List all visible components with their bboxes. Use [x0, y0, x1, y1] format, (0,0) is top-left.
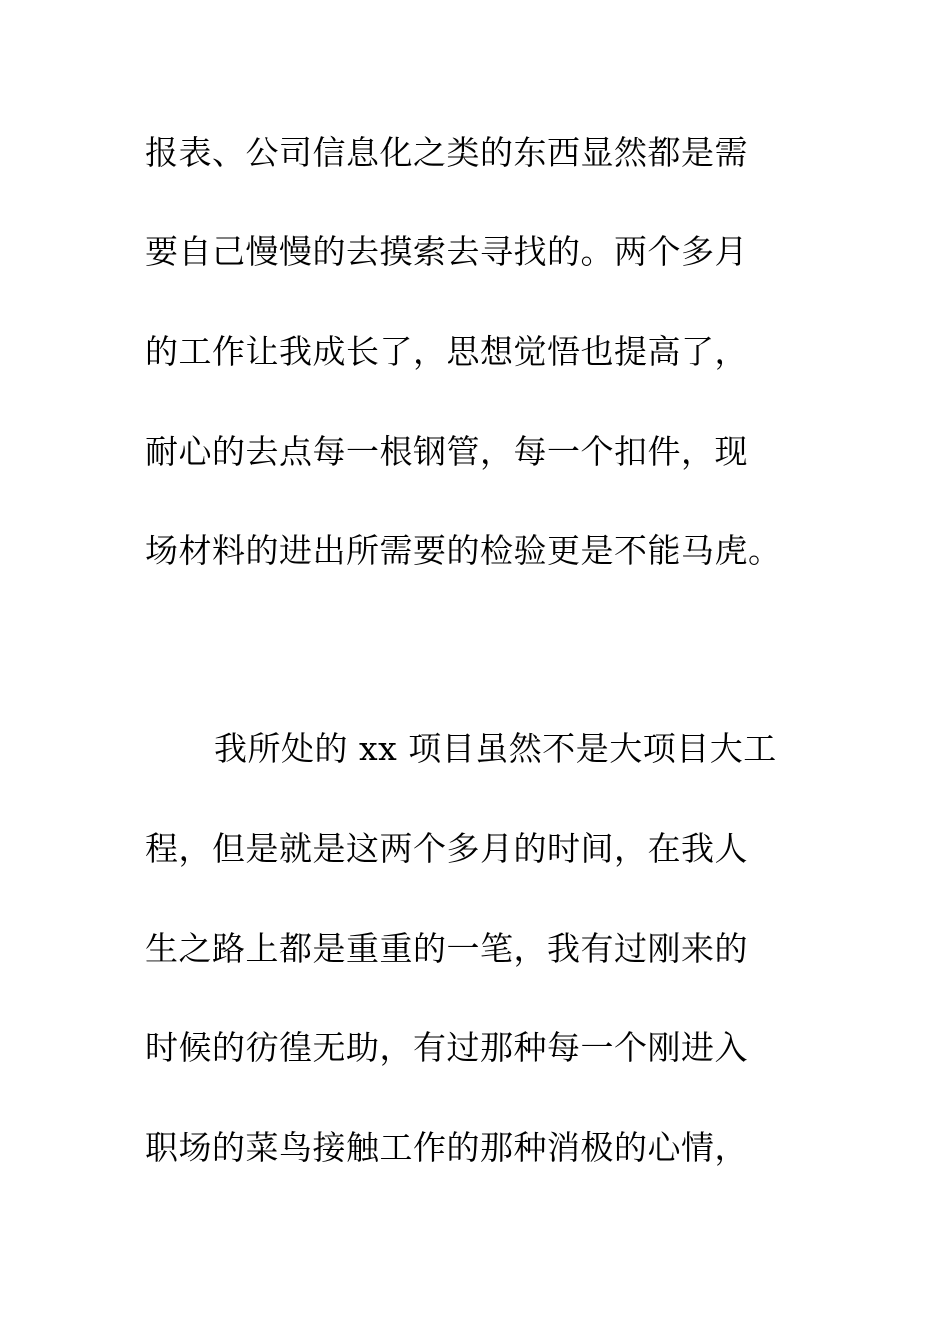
paragraph-1-line-2: 要自己慢慢的去摸索去寻找的。两个多月: [145, 232, 748, 271]
paragraph-2-line-4: 时候的彷徨无助，有过那种每一个刚进入: [145, 1028, 748, 1067]
paragraph-2-line-1: 我所处的 xx 项目虽然不是大项目大工: [214, 729, 777, 768]
paragraph-1-line-4: 耐心的去点每一根钢管，每一个扣件，现: [145, 432, 748, 471]
paragraph-2-line-3: 生之路上都是重重的一笔，我有过刚来的: [145, 929, 748, 968]
paragraph-1-line-1: 报表、公司信息化之类的东西显然都是需: [145, 133, 748, 172]
paragraph-1-line-3: 的工作让我成长了，思想觉悟也提高了，: [145, 332, 748, 371]
paragraph-2-line-5: 职场的菜鸟接触工作的那种消极的心情，: [145, 1128, 748, 1167]
paragraph-1-line-5: 场材料的进出所需要的检验更是不能马虎。: [145, 531, 782, 570]
paragraph-2-line-2: 程，但是就是这两个多月的时间，在我人: [145, 829, 748, 868]
